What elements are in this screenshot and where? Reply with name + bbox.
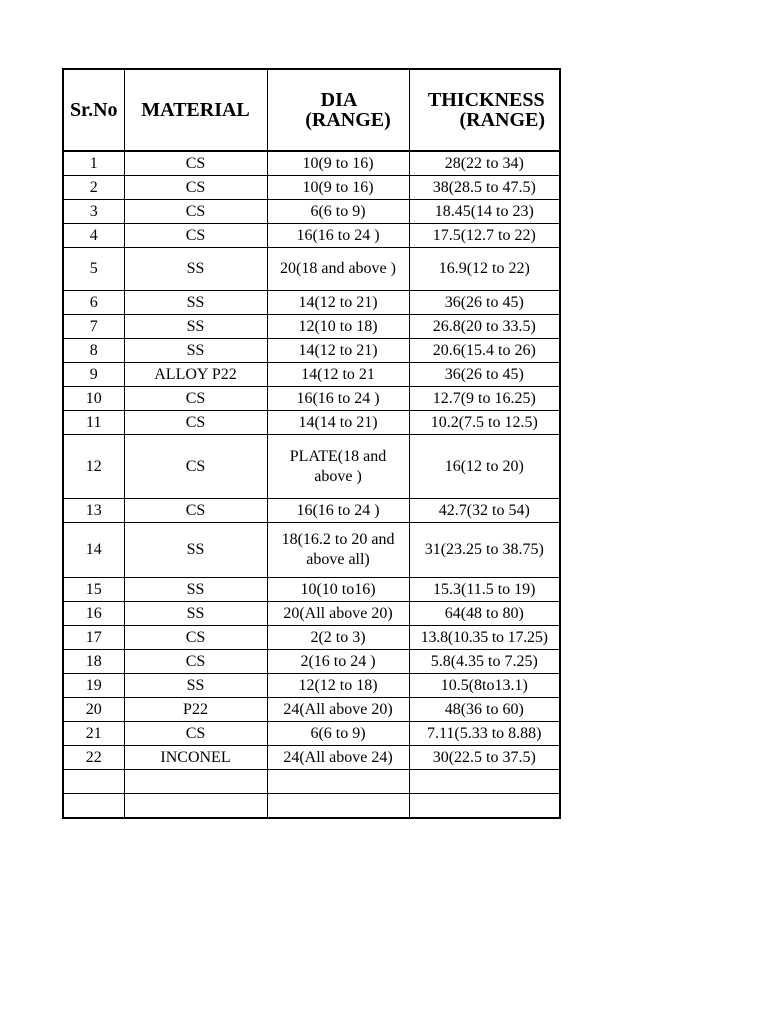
thickness-cell: 10.5(8to13.1) xyxy=(409,674,560,698)
material-cell: CS xyxy=(124,151,267,176)
srno-cell: 11 xyxy=(63,411,124,435)
dia-cell: 20(All above 20) xyxy=(267,602,409,626)
dia-cell: 16(16 to 24 ) xyxy=(267,387,409,411)
table-row xyxy=(63,698,560,722)
dia-cell: 12(12 to 18) xyxy=(267,674,409,698)
srno-cell: 22 xyxy=(63,746,124,770)
srno-cell: 17 xyxy=(63,626,124,650)
thickness-cell: 15.3(11.5 to 19) xyxy=(409,578,560,602)
header-material: MATERIAL xyxy=(124,69,267,151)
header-thickness-line2: (RANGE) xyxy=(459,109,546,131)
dia-cell: 14(12 to 21) xyxy=(267,291,409,315)
srno-cell: 21 xyxy=(63,722,124,746)
table-row xyxy=(63,339,560,363)
thickness-cell: 42.7(32 to 54) xyxy=(409,499,560,523)
table-row xyxy=(63,176,560,200)
srno-cell: 7 xyxy=(63,315,124,339)
material-cell: SS xyxy=(124,339,267,363)
srno-cell: 1 xyxy=(63,151,124,176)
material-cell: CS xyxy=(124,626,267,650)
table-row xyxy=(63,387,560,411)
empty-row xyxy=(63,794,560,819)
material-cell: CS xyxy=(124,499,267,523)
srno-cell: 5 xyxy=(63,248,124,291)
empty-cell xyxy=(124,770,267,794)
srno-cell: 10 xyxy=(63,387,124,411)
thickness-cell: 16.9(12 to 22) xyxy=(409,248,560,291)
dia-cell: 10(9 to 16) xyxy=(267,176,409,200)
dia-cell: PLATE(18 and above ) xyxy=(267,435,409,499)
thickness-cell: 26.8(20 to 33.5) xyxy=(409,315,560,339)
material-cell: CS xyxy=(124,200,267,224)
material-cell: CS xyxy=(124,435,267,499)
dia-cell: 14(14 to 21) xyxy=(267,411,409,435)
thickness-cell: 38(28.5 to 47.5) xyxy=(409,176,560,200)
table-row xyxy=(63,650,560,674)
srno-cell: 13 xyxy=(63,499,124,523)
table-row xyxy=(63,578,560,602)
srno-cell: 4 xyxy=(63,224,124,248)
srno-cell: 12 xyxy=(63,435,124,499)
material-cell: SS xyxy=(124,315,267,339)
thickness-cell: 13.8(10.35 to 17.25) xyxy=(409,626,560,650)
dia-cell: 6(6 to 9) xyxy=(267,200,409,224)
srno-cell: 20 xyxy=(63,698,124,722)
thickness-cell: 20.6(15.4 to 26) xyxy=(409,339,560,363)
material-cell: SS xyxy=(124,291,267,315)
material-cell: CS xyxy=(124,650,267,674)
table-row xyxy=(63,602,560,626)
material-table xyxy=(62,68,561,819)
srno-cell: 16 xyxy=(63,602,124,626)
table-row xyxy=(63,200,560,224)
dia-cell: 14(12 to 21) xyxy=(267,339,409,363)
thickness-cell: 12.7(9 to 16.25) xyxy=(409,387,560,411)
empty-cell xyxy=(63,770,124,794)
material-cell: CS xyxy=(124,224,267,248)
srno-cell: 14 xyxy=(63,523,124,578)
dia-cell: 18(16.2 to 20 and above all) xyxy=(267,523,409,578)
table-row xyxy=(63,224,560,248)
material-cell: SS xyxy=(124,248,267,291)
header-thickness-line1: THICKNESS xyxy=(427,89,545,111)
material-cell: SS xyxy=(124,674,267,698)
table-row xyxy=(63,523,560,578)
material-cell: CS xyxy=(124,176,267,200)
thickness-cell: 31(23.25 to 38.75) xyxy=(409,523,560,578)
table-row xyxy=(63,722,560,746)
srno-cell: 6 xyxy=(63,291,124,315)
material-cell: SS xyxy=(124,523,267,578)
header-thickness xyxy=(409,69,560,151)
thickness-cell: 16(12 to 20) xyxy=(409,435,560,499)
dia-cell: 24(All above 20) xyxy=(267,698,409,722)
dia-cell: 12(10 to 18) xyxy=(267,315,409,339)
thickness-cell: 30(22.5 to 37.5) xyxy=(409,746,560,770)
table-row xyxy=(63,363,560,387)
empty-cell xyxy=(267,770,409,794)
table-row xyxy=(63,151,560,176)
srno-cell: 9 xyxy=(63,363,124,387)
dia-cell: 24(All above 24) xyxy=(267,746,409,770)
dia-cell: 16(16 to 24 ) xyxy=(267,224,409,248)
header-dia-line1: DIA xyxy=(320,89,358,111)
header-dia-line2: (RANGE) xyxy=(305,109,391,131)
material-cell: SS xyxy=(124,602,267,626)
table-row xyxy=(63,411,560,435)
table-row xyxy=(63,626,560,650)
srno-cell: 18 xyxy=(63,650,124,674)
empty-cell xyxy=(409,770,560,794)
dia-cell: 2(16 to 24 ) xyxy=(267,650,409,674)
empty-cell xyxy=(124,794,267,819)
thickness-cell: 48(36 to 60) xyxy=(409,698,560,722)
dia-cell: 20(18 and above ) xyxy=(267,248,409,291)
dia-cell: 2(2 to 3) xyxy=(267,626,409,650)
material-cell: CS xyxy=(124,722,267,746)
empty-cell xyxy=(267,794,409,819)
thickness-cell: 36(26 to 45) xyxy=(409,291,560,315)
material-cell: SS xyxy=(124,578,267,602)
empty-cell xyxy=(63,794,124,819)
table-row xyxy=(63,499,560,523)
header-row xyxy=(63,69,560,151)
dia-cell: 10(9 to 16) xyxy=(267,151,409,176)
thickness-cell: 36(26 to 45) xyxy=(409,363,560,387)
table-row xyxy=(63,674,560,698)
srno-cell: 19 xyxy=(63,674,124,698)
thickness-cell: 10.2(7.5 to 12.5) xyxy=(409,411,560,435)
srno-cell: 2 xyxy=(63,176,124,200)
material-cell: CS xyxy=(124,387,267,411)
srno-cell: 15 xyxy=(63,578,124,602)
material-cell: ALLOY P22 xyxy=(124,363,267,387)
table-row xyxy=(63,746,560,770)
material-cell: INCONEL xyxy=(124,746,267,770)
thickness-cell: 5.8(4.35 to 7.25) xyxy=(409,650,560,674)
thickness-cell: 64(48 to 80) xyxy=(409,602,560,626)
dia-cell: 6(6 to 9) xyxy=(267,722,409,746)
header-dia xyxy=(267,69,409,151)
srno-cell: 3 xyxy=(63,200,124,224)
dia-cell: 10(10 to16) xyxy=(267,578,409,602)
thickness-cell: 17.5(12.7 to 22) xyxy=(409,224,560,248)
thickness-cell: 7.11(5.33 to 8.88) xyxy=(409,722,560,746)
srno-cell: 8 xyxy=(63,339,124,363)
thickness-cell: 28(22 to 34) xyxy=(409,151,560,176)
material-cell: CS xyxy=(124,411,267,435)
dia-cell: 14(12 to 21 xyxy=(267,363,409,387)
dia-cell: 16(16 to 24 ) xyxy=(267,499,409,523)
table-row xyxy=(63,248,560,291)
table-row xyxy=(63,291,560,315)
material-cell: P22 xyxy=(124,698,267,722)
thickness-cell: 18.45(14 to 23) xyxy=(409,200,560,224)
table-row xyxy=(63,315,560,339)
header-srno: Sr.No xyxy=(63,69,124,151)
table-row xyxy=(63,435,560,499)
empty-row xyxy=(63,770,560,794)
empty-cell xyxy=(409,794,560,819)
